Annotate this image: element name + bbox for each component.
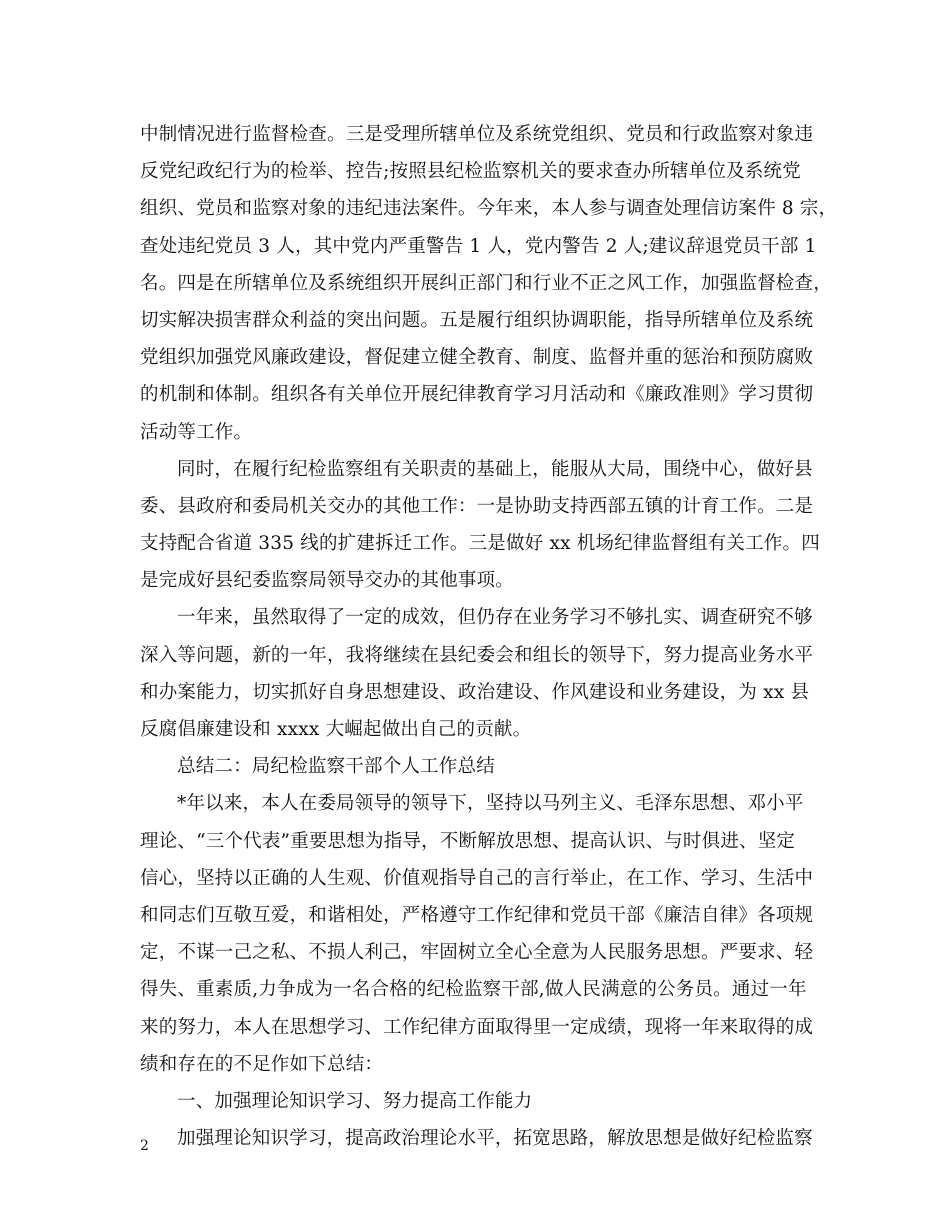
paragraph-first-line: 一、加强理论知识学习、努力提高工作能力	[177, 1090, 533, 1112]
text-line: 和办案能力，切实抓好自身思想建设、政治建设、作风建设和业务建设，为 xx 县	[140, 681, 810, 703]
text-line: 定，不谋一己之私、不损人利己，牢固树立全心全意为人民服务思想。严要求、轻	[140, 942, 814, 964]
text-line: 的机制和体制。组织各有关单位开展纪律教育学习月活动和《廉政准则》学习贯彻	[140, 384, 814, 406]
text-line: 组织、党员和监察对象的违纪违法案件。今年来，本人参与调查处理信访案件 8 宗，	[140, 198, 838, 220]
text-line: 是完成好县纪委监察局领导交办的其他事项。	[140, 570, 515, 592]
text-line: 和同志们互敬互爱，和谐相处，严格遵守工作纪律和党员干部《廉洁自律》各项规	[140, 904, 814, 926]
paragraph-first-line: 加强理论知识学习，提高政治理论水平，拓宽思路，解放思想是做好纪检监察	[177, 1128, 813, 1150]
text-line: 得失、重素质,力争成为一名合格的纪检监察干部,做人民满意的公务员。通过一年	[140, 979, 807, 1001]
text-line: 中制情况进行监督检查。三是受理所辖单位及系统党组织、党员和行政监察对象违	[140, 124, 814, 145]
paragraph-first-line: 总结二：局纪检监察干部个人工作总结	[177, 756, 495, 778]
text-line: 名。四是在所辖单位及系统组织开展纠正部门和行业不正之风工作，加强监督检查，	[140, 272, 832, 294]
text-line: 党组织加强党风廉政建设，督促建立健全教育、制度、监督并重的惩治和预防腐败	[140, 347, 814, 369]
text-line: 切实解决损害群众利益的突出问题。五是履行组织协调职能，指导所辖单位及系统	[140, 309, 814, 331]
text-line: 反党纪政纪行为的检举、控告;按照县纪检监察机关的要求查办所辖单位及系统党	[140, 161, 801, 183]
text-line: 活动等工作。	[140, 421, 253, 443]
paragraph-first-line: 同时，在履行纪检监察组有关职责的基础上，能服从大局，围绕中心，做好县	[177, 458, 813, 480]
text-line: 查处违纪党员 3 人，其中党内严重警告 1 人，党内警告 2 人;建议辞退党员干部 1	[140, 235, 817, 257]
text-line: 来的努力，本人在思想学习、工作纪律方面取得里一定成绩，现将一年来取得的成	[140, 1016, 814, 1038]
text-line: 信心，坚持以正确的人生观、价值观指导自己的言行举止，在工作、学习、生活中	[140, 867, 814, 889]
text-line: 反腐倡廉建设和 xxxx 大崛起做出自己的贡献。	[140, 719, 532, 740]
text-line: 深入等问题，新的一年，我将继续在县纪委会和组长的领导下，努力提高业务水平	[140, 644, 814, 666]
paragraph-first-line: *年以来，本人在委局领导的领导下，坚持以马列主义、毛泽东思想、邓小平	[177, 793, 804, 815]
document-body	[140, 116, 838, 1157]
text-line: 绩和存在的不足作如下总结：	[140, 1053, 384, 1075]
paragraph-first-line: 一年来，虽然取得了一定的成效，但仍存在业务学习不够扎实、调查研究不够	[177, 607, 813, 629]
text-line: 理论、“三个代表”重要思想为指导，不断解放思想、提高认识、与时俱进、坚定	[140, 830, 796, 852]
page-number: 2	[140, 1138, 149, 1154]
text-line: 委、县政府和委局机关交办的其他工作：一是协助支持西部五镇的计育工作。二是	[140, 495, 814, 517]
text-line: 支持配合省道 335 线的扩建拆迁工作。三是做好 xx 机场纪律监督组有关工作。四	[140, 533, 820, 555]
